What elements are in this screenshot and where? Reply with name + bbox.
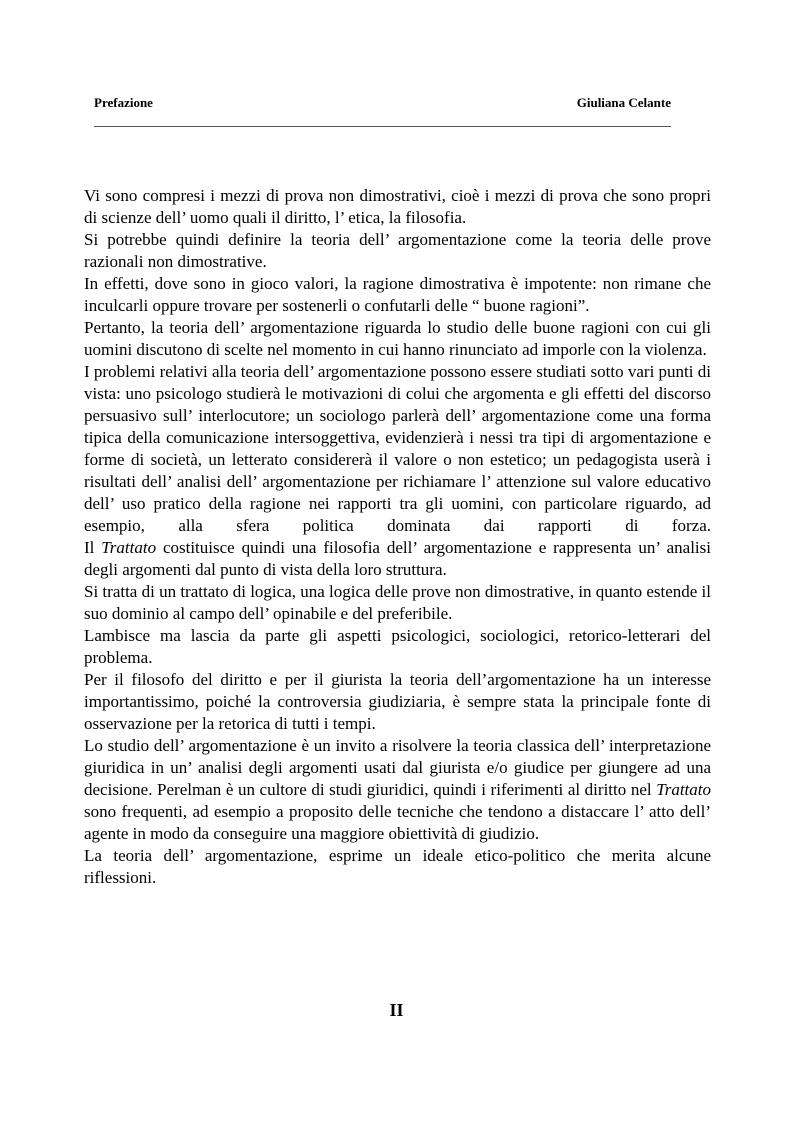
paragraph: Pertanto, la teoria dell’ argomentazione riguarda lo studio delle buone ragioni con cui gli uomini discutono di scelte nel momento in cui hanno rinunciato ad imporle con la violenza. bbox=[84, 318, 711, 359]
body-text bbox=[84, 185, 711, 889]
paragraph: Per il filosofo del diritto e per il giurista la teoria dell’argomentazione ha un interesse importantissimo, poiché la controversia giudiziaria, è sempre stata la principale fonte di osservazione per la retorica di tutti i tempi. bbox=[84, 670, 711, 733]
page-number: II bbox=[389, 1000, 404, 1020]
paragraph: Vi sono compresi i mezzi di prova non dimostrativi, cioè i mezzi di prova che sono propri di scienze dell’ uomo quali il diritto, l’ etica, la filosofia. bbox=[84, 186, 711, 227]
book-title: Trattato bbox=[101, 538, 157, 557]
paragraph bbox=[84, 537, 711, 581]
paragraph: Si potrebbe quindi definire la teoria dell’ argomentazione come la teoria delle prove razionali non dimostrative. bbox=[84, 230, 711, 271]
paragraph-text: costituisce quindi una filosofia dell’ argomentazione e rappresenta un’ analisi degli argomenti dal punto di vista della loro struttura. bbox=[84, 538, 711, 579]
paragraph: Lambisce ma lascia da parte gli aspetti psicologici, sociologici, retorico-letterari del problema. bbox=[84, 626, 711, 667]
paragraph: La teoria dell’ argomentazione, esprime un ideale etico-politico che merita alcune riflessioni. bbox=[84, 846, 711, 887]
paragraph-text: Il bbox=[84, 538, 102, 557]
paragraph: I problemi relativi alla teoria dell’ argomentazione possono essere studiati sotto vari punti di vista: uno psicologo studierà le motivazioni di colui che argomenta e gli effetti del discorso persuasivo sull’ interlocutore; un sociologo parlerà dell’ argomentazione come una forma tipica della comunicazione intersoggettiva, evidenzierà i nessi tra tipi di argomentazione e forme di società, un letterato considererà il valore o non estetico; un pedagogista userà i risultati dell’ analisi dell’ argomentazione per richiamare l’ attenzione sul valore educativo dell’ uso pratico della ragione nei rapporti tra gli uomini, con particolare riguardo, ad esempio, alla sfera politica dominata dai rapporti di forza. bbox=[84, 362, 711, 535]
paragraph-text: sono frequenti, ad esempio a proposito delle tecniche che tendono a distaccare l’ atto dell’ agente in modo da conseguire una maggiore obiettività di giudizio. bbox=[84, 802, 711, 843]
header-rule bbox=[94, 126, 671, 127]
header-section-title: Prefazione bbox=[94, 95, 153, 110]
header-author: Giuliana Celante bbox=[576, 95, 671, 110]
paragraph: Si tratta di un trattato di logica, una logica delle prove non dimostrative, in quanto estende il suo dominio al campo dell’ opinabile e del preferibile. bbox=[84, 582, 711, 623]
book-title: Trattato bbox=[656, 780, 711, 799]
paragraph-text: Lo studio dell’ argomentazione è un invito a risolvere la teoria classica dell’ interpretazione giuridica in un’ analisi degli argomenti usati dal giurista e/o giudice per giungere ad una decisione. Perelman è un cultore di studi giuridici, quindi i riferimenti al diritto nel bbox=[84, 736, 711, 799]
paragraph: In effetti, dove sono in gioco valori, la ragione dimostrativa è impotente: non rimane che inculcarli oppure trovare per sostenerli o confutarli delle “ buone ragioni”. bbox=[84, 274, 711, 315]
paragraph bbox=[84, 735, 711, 845]
